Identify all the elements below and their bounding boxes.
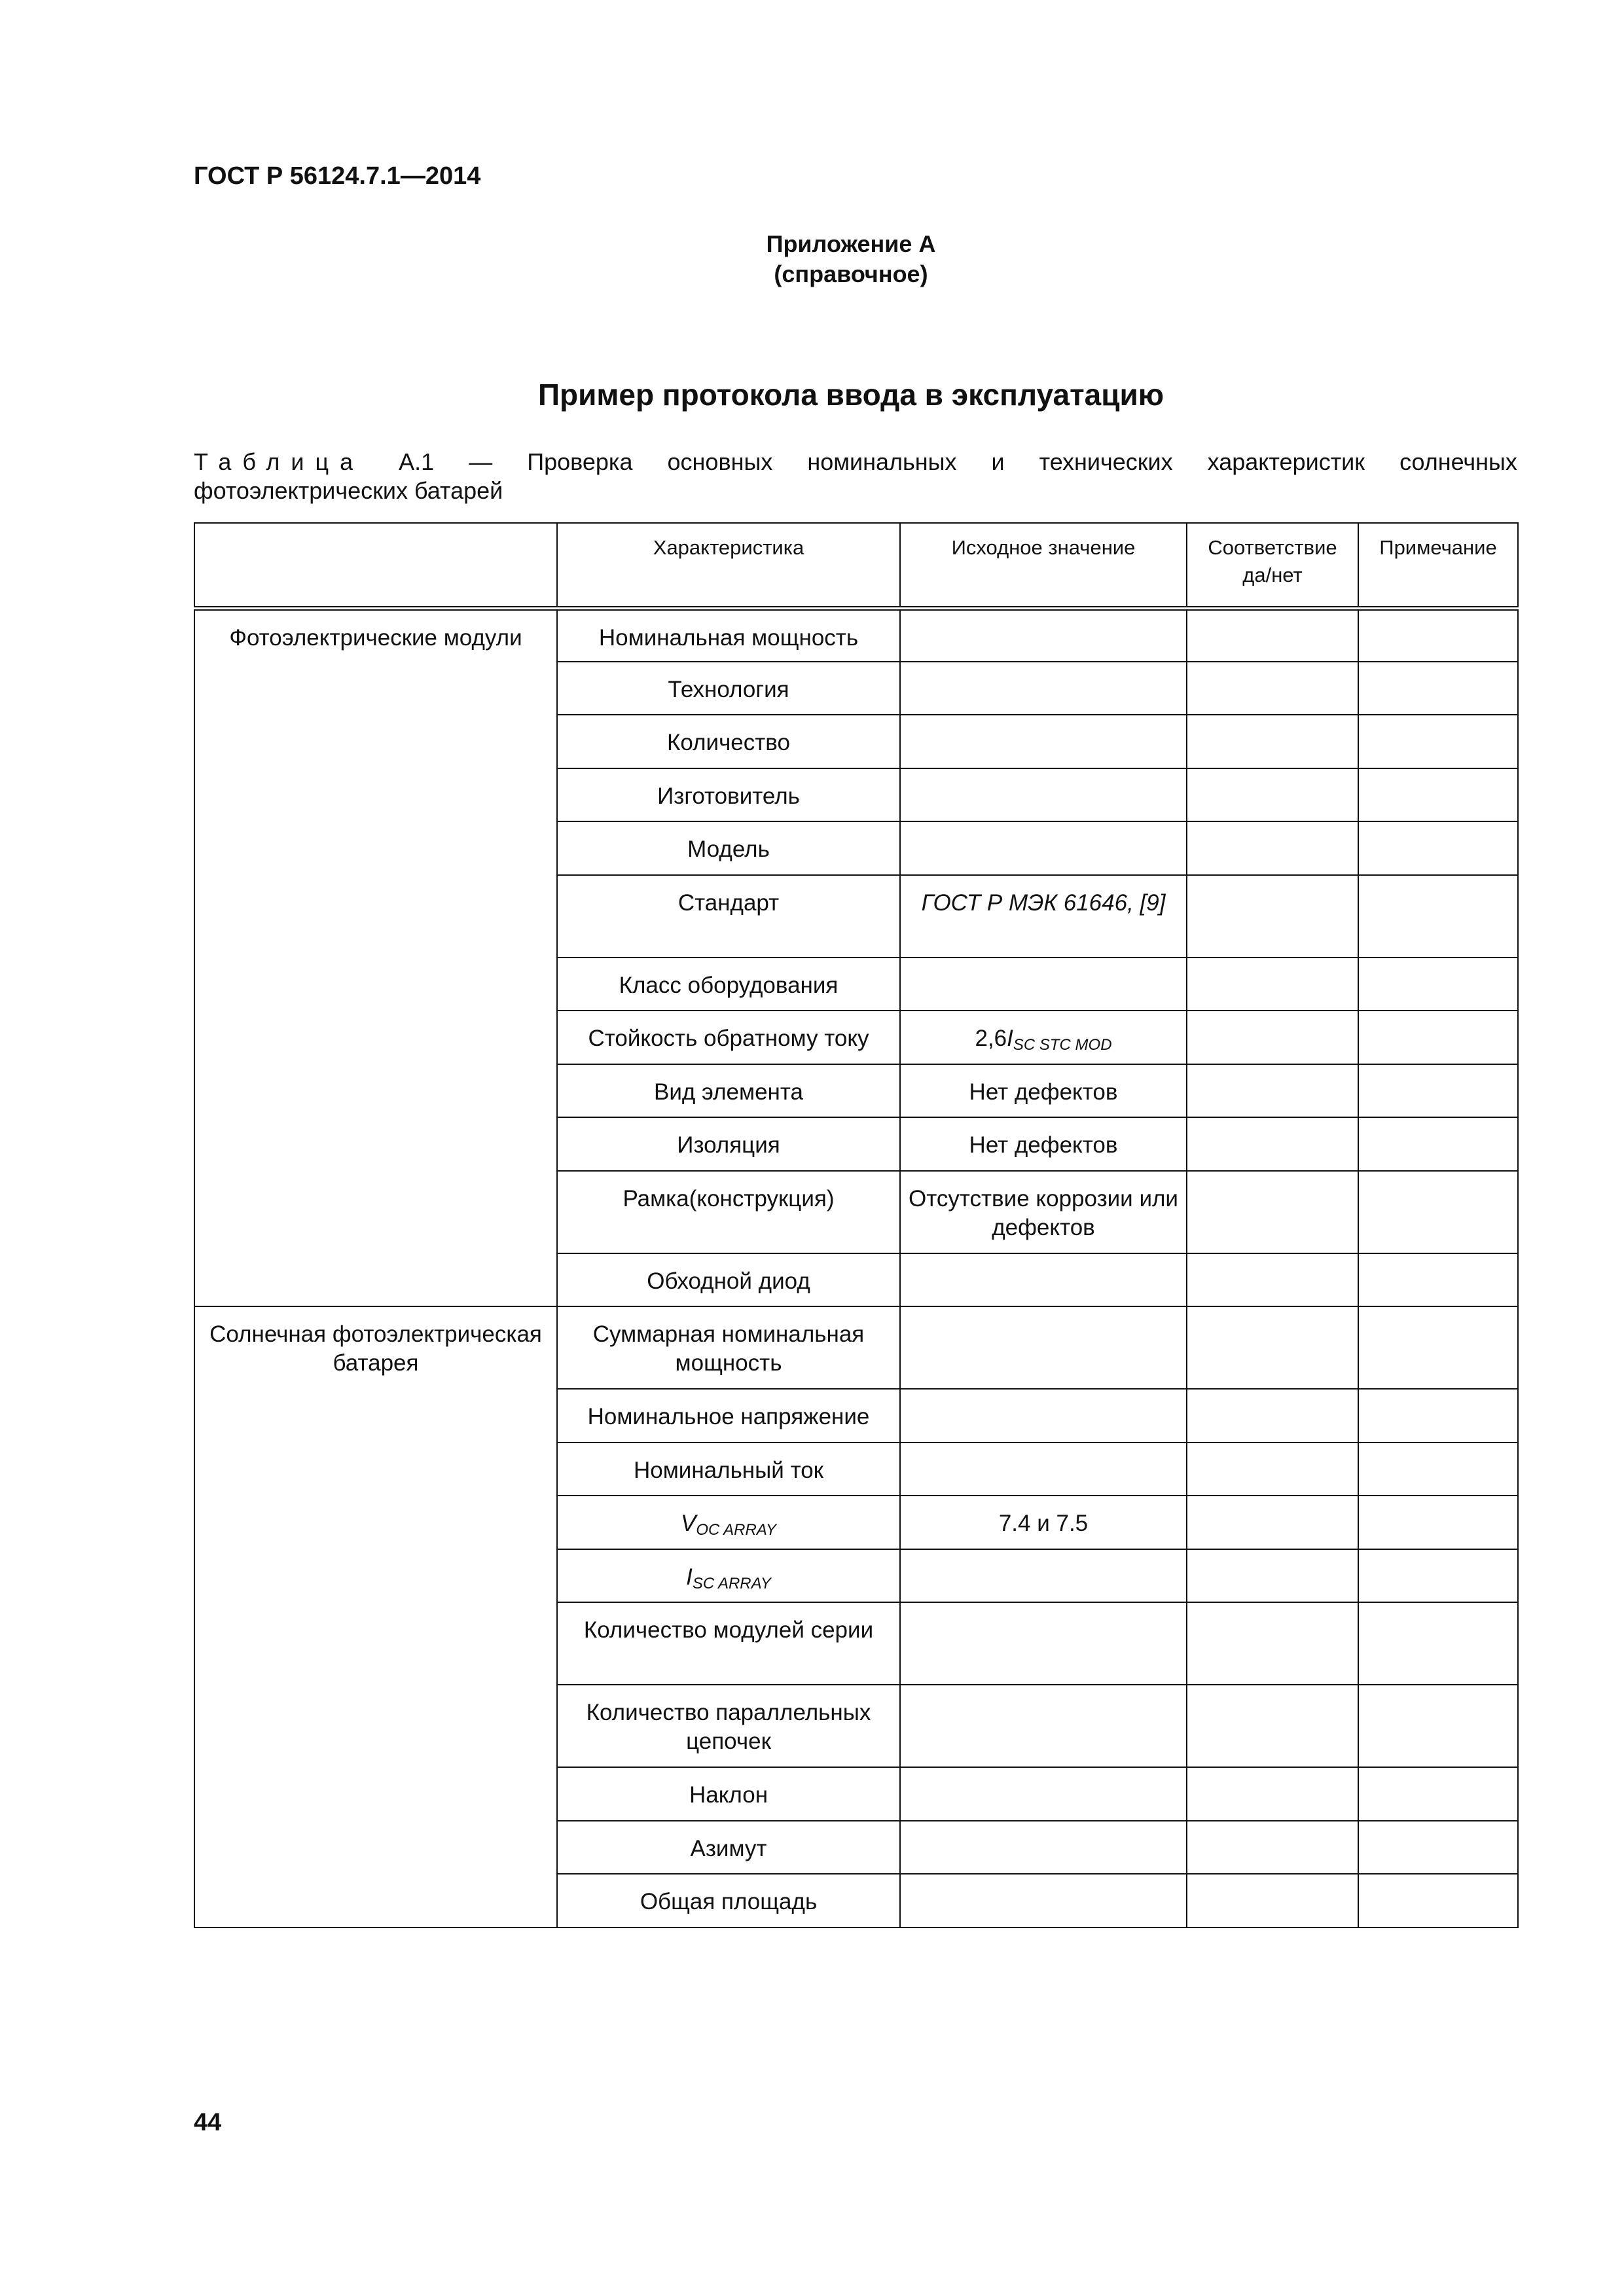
note-cell <box>1358 1874 1518 1928</box>
initial-value-cell <box>900 662 1187 715</box>
initial-value-cell <box>900 958 1187 1011</box>
characteristic-cell: Рамка(конструкция) <box>557 1171 900 1253</box>
caption-word: номинальных <box>807 448 957 475</box>
characteristic-cell: Модель <box>557 821 900 875</box>
initial-value-cell: 7.4 и 7.5 <box>900 1496 1187 1549</box>
characteristic-cell: Номинальная мощность <box>557 608 900 662</box>
compliance-cell <box>1187 1496 1358 1549</box>
initial-value-cell <box>900 1602 1187 1685</box>
note-cell <box>1358 1821 1518 1874</box>
note-cell <box>1358 1171 1518 1253</box>
characteristic-cell: Стойкость обратному току <box>557 1011 900 1064</box>
initial-value-cell <box>900 1443 1187 1496</box>
initial-value-cell <box>900 608 1187 662</box>
initial-value-cell <box>900 1685 1187 1767</box>
characteristic-cell: Обходной диод <box>557 1253 900 1307</box>
note-cell <box>1358 1549 1518 1603</box>
column-header-compliance: Соответствие да/нет <box>1187 523 1358 608</box>
characteristic-subscript: SC ARRAY <box>692 1574 771 1592</box>
compliance-cell <box>1187 1253 1358 1307</box>
caption-word: солнечных <box>1399 448 1517 475</box>
initial-value-cell <box>900 1549 1187 1603</box>
table-header-row <box>194 523 1518 608</box>
compliance-cell <box>1187 1011 1358 1064</box>
table-caption <box>194 448 1517 505</box>
commissioning-table <box>194 522 1519 1928</box>
note-cell <box>1358 875 1518 958</box>
note-cell <box>1358 1389 1518 1443</box>
caption-word: А.1 <box>399 448 435 475</box>
initial-value-cell: Нет дефектов <box>900 1117 1187 1171</box>
characteristic-cell: Количество <box>557 715 900 768</box>
note-cell <box>1358 1767 1518 1821</box>
characteristic-cell: Вид элемента <box>557 1064 900 1118</box>
initial-value-cell <box>900 768 1187 822</box>
characteristic-cell: Общая площадь <box>557 1874 900 1928</box>
compliance-cell <box>1187 1685 1358 1767</box>
characteristic-cell: Азимут <box>557 1821 900 1874</box>
compliance-cell <box>1187 1389 1358 1443</box>
note-cell <box>1358 1064 1518 1118</box>
column-header-note: Примечание <box>1358 523 1518 608</box>
note-cell <box>1358 958 1518 1011</box>
column-header-characteristic: Характеристика <box>557 523 900 608</box>
note-cell <box>1358 1117 1518 1171</box>
note-cell <box>1358 715 1518 768</box>
characteristic-cell: Изоляция <box>557 1117 900 1171</box>
caption-word: Проверка <box>527 448 633 475</box>
caption-word: и <box>991 448 1005 475</box>
initial-value-cell <box>900 1874 1187 1928</box>
appendix-subtitle: (справочное) <box>774 260 928 287</box>
document-header: ГОСТ Р 56124.7.1—2014 <box>194 162 481 190</box>
characteristic-cell: Номинальный ток <box>557 1443 900 1496</box>
caption-word: — <box>469 448 493 475</box>
characteristic-cell: Количество параллельных цепочек <box>557 1685 900 1767</box>
initial-value-cell <box>900 1821 1187 1874</box>
appendix-heading <box>0 229 1624 289</box>
compliance-cell <box>1187 875 1358 958</box>
page-title: Пример протокола ввода в эксплуатацию <box>537 378 1164 412</box>
characteristic-cell: Класс оборудования <box>557 958 900 1011</box>
note-cell <box>1358 1496 1518 1549</box>
appendix-title: Приложение А <box>766 230 936 257</box>
initial-value-cell <box>900 821 1187 875</box>
initial-value-cell <box>900 1389 1187 1443</box>
compliance-cell <box>1187 958 1358 1011</box>
caption-word: характеристик <box>1207 448 1365 475</box>
compliance-cell <box>1187 1549 1358 1603</box>
characteristic-cell: Изготовитель <box>557 768 900 822</box>
column-header-group <box>194 523 557 608</box>
initial-value-cell <box>900 1306 1187 1389</box>
note-cell <box>1358 1685 1518 1767</box>
value-symbol: I <box>1007 1026 1013 1051</box>
note-cell <box>1358 1306 1518 1389</box>
caption-word: основных <box>667 448 773 475</box>
group-name-cell: Солнечная фотоэлектрическая батарея <box>194 1306 557 1928</box>
value-subscript: SC STC MOD <box>1013 1036 1112 1054</box>
compliance-cell <box>1187 1171 1358 1253</box>
note-cell <box>1358 1011 1518 1064</box>
initial-value-cell: ГОСТ Р МЭК 61646, [9] <box>900 875 1187 958</box>
initial-value-cell <box>900 1011 1187 1064</box>
note-cell <box>1358 821 1518 875</box>
compliance-cell <box>1187 1117 1358 1171</box>
table-row <box>194 608 1518 662</box>
compliance-cell <box>1187 768 1358 822</box>
characteristic-cell <box>557 1496 900 1549</box>
characteristic-cell: Суммарная номинальная мощность <box>557 1306 900 1389</box>
characteristic-subscript: OC ARRAY <box>696 1521 777 1539</box>
page-number: 44 <box>194 2109 222 2136</box>
compliance-cell <box>1187 1064 1358 1118</box>
table-caption-line1 <box>194 448 1517 476</box>
note-cell <box>1358 1443 1518 1496</box>
note-cell <box>1358 662 1518 715</box>
note-cell <box>1358 608 1518 662</box>
initial-value-cell: Отсутствие коррозии или дефектов <box>900 1171 1187 1253</box>
table-body <box>194 608 1518 1928</box>
note-cell <box>1358 1253 1518 1307</box>
compliance-cell <box>1187 1874 1358 1928</box>
compliance-cell <box>1187 1443 1358 1496</box>
compliance-cell <box>1187 1602 1358 1685</box>
caption-word: технических <box>1039 448 1173 475</box>
characteristic-symbol: V <box>680 1511 696 1536</box>
column-header-initial-value: Исходное значение <box>900 523 1187 608</box>
characteristic-cell: Стандарт <box>557 875 900 958</box>
characteristic-cell: Технология <box>557 662 900 715</box>
initial-value-cell <box>900 1767 1187 1821</box>
characteristic-cell: Номинальное напряжение <box>557 1389 900 1443</box>
note-cell <box>1358 768 1518 822</box>
characteristic-cell <box>557 1549 900 1603</box>
value-number: 2,6 <box>975 1026 1007 1051</box>
initial-value-cell <box>900 1253 1187 1307</box>
table-row <box>194 1306 1518 1389</box>
characteristic-symbol: I <box>686 1564 693 1590</box>
compliance-cell <box>1187 821 1358 875</box>
group-name-cell: Фотоэлектрические модули <box>194 608 557 1306</box>
table-caption-label: Таблица <box>194 448 365 475</box>
characteristic-cell: Количество модулей серии <box>557 1602 900 1685</box>
characteristic-cell: Наклон <box>557 1767 900 1821</box>
initial-value-cell: Нет дефектов <box>900 1064 1187 1118</box>
compliance-cell <box>1187 715 1358 768</box>
initial-value-cell <box>900 715 1187 768</box>
compliance-cell <box>1187 662 1358 715</box>
compliance-cell <box>1187 1821 1358 1874</box>
note-cell <box>1358 1602 1518 1685</box>
compliance-cell <box>1187 608 1358 662</box>
compliance-cell <box>1187 1306 1358 1389</box>
table-caption-line2: фотоэлектрических батарей <box>194 477 503 504</box>
compliance-cell <box>1187 1767 1358 1821</box>
